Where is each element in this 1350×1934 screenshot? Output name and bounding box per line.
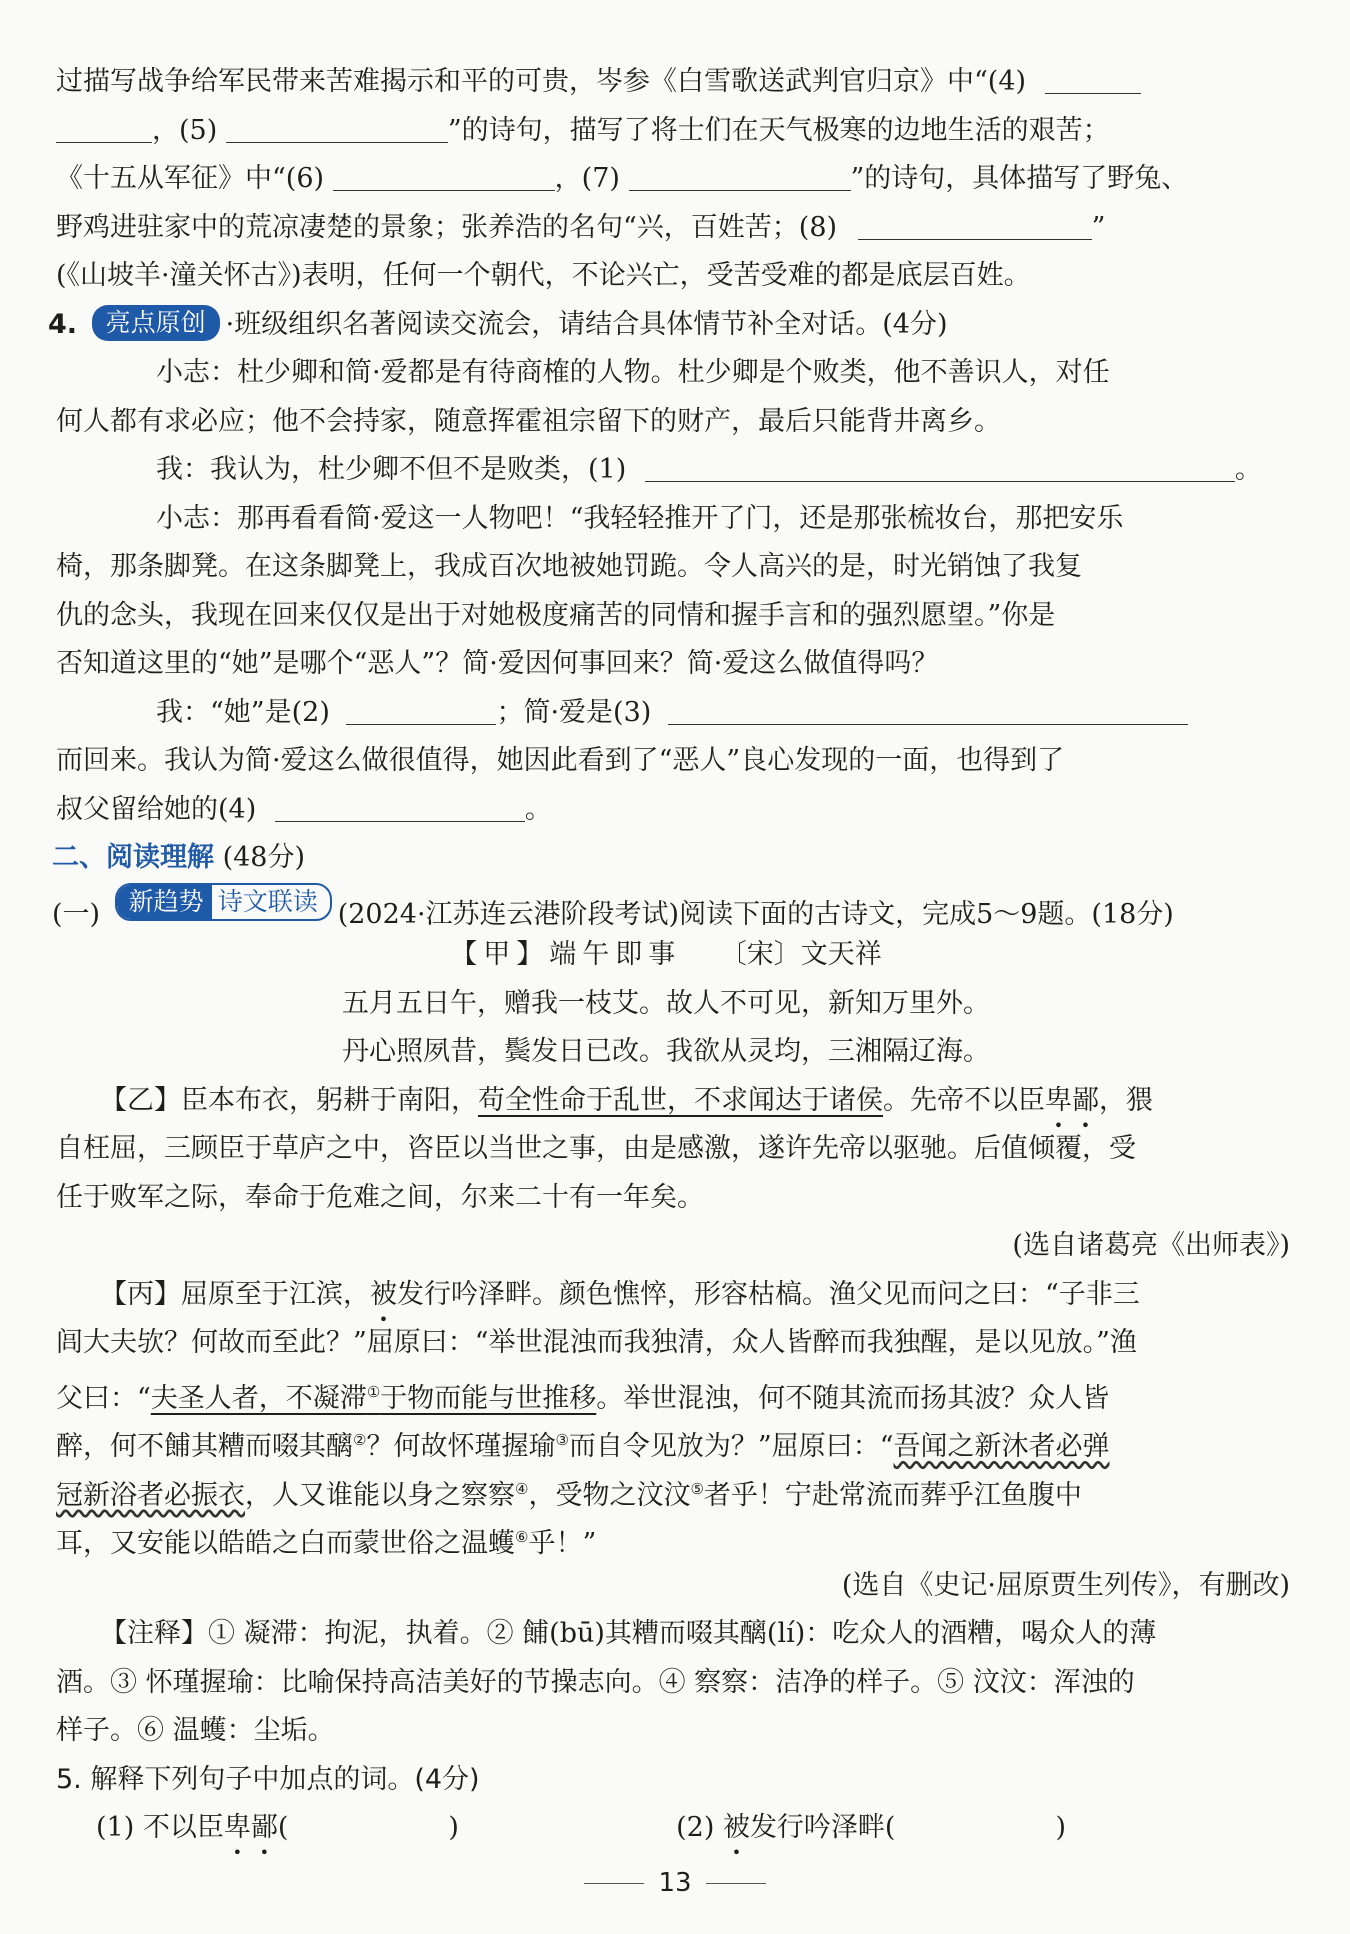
passage-text: 闾大夫欤？何故而至此？”屈原曰：“举世混浊而我独清，众人皆醉而我独醒，是以见放。”渔 xyxy=(56,1327,1137,1358)
original-badge: 亮点原创 xyxy=(92,305,220,341)
q4-line xyxy=(56,737,1276,786)
part-heading xyxy=(52,883,1276,932)
dialogue-text: 我：我认为，杜少卿不但不是败类，(1) xyxy=(156,454,627,485)
answer-blank-q4-4[interactable] xyxy=(275,791,525,822)
dialogue-text: 叔父留给她的(4) xyxy=(56,793,257,825)
poem-verse: 丹心照夙昔，鬓发日已改。我欲从灵均，三湘隔辽海。 xyxy=(342,1036,990,1067)
notes-line xyxy=(56,1707,1276,1756)
q4-line xyxy=(56,495,1276,544)
q3-text: (《山坡羊·潼关怀古》)表明，任何一个朝代，不论兴亡，受苦受难的都是底层百姓。 xyxy=(56,260,1031,291)
q4-line xyxy=(56,446,1276,495)
dotted-word: 卑 xyxy=(1045,1084,1072,1116)
footer-rule xyxy=(584,1883,644,1884)
passage-text: 乎！” xyxy=(528,1528,597,1559)
q4-line xyxy=(56,786,1276,835)
part-label: (一) xyxy=(52,898,101,930)
passage-text: ？何故怀瑾握瑜 xyxy=(366,1431,556,1462)
passage-text: 而自令见放为？”屈原曰：“ xyxy=(568,1431,894,1462)
poem-verse: 五月五日午，赠我一枝艾。故人不可见，新知万里外。 xyxy=(342,987,990,1019)
page-number-footer xyxy=(0,1868,1350,1898)
passage-text: 自枉屈，三顾臣于草庐之中，咨臣以当世之事，由是感激，遂许先帝以驱驰。后值倾覆，受 xyxy=(56,1133,1136,1164)
passage-text: 醉，何不餔其糟而啜其醨 xyxy=(56,1431,353,1462)
underlined-sentence: 苟全性命于乱世，不求闻达于诸侯 xyxy=(478,1084,883,1116)
q3-text: ，(5) xyxy=(152,114,218,146)
passage-text: 发行吟泽畔。颜色憔悴，形容枯槁。渔父见而问之曰：“子非三 xyxy=(397,1278,1140,1310)
poem-line xyxy=(56,1028,1276,1077)
q4-line xyxy=(56,640,1276,689)
dialogue-text: 而回来。我认为简·爱这么做很值得，她因此看到了“恶人”良心发现的一面，也得到了 xyxy=(56,745,1065,776)
yi-line xyxy=(56,1125,1276,1174)
q4-line xyxy=(56,543,1276,592)
q3-line xyxy=(56,107,1276,156)
poem-author: 〔宋〕文天祥 xyxy=(719,939,882,970)
trend-badge xyxy=(115,883,332,921)
answer-blank-4a[interactable] xyxy=(1045,63,1141,94)
bing-line xyxy=(56,1465,1276,1514)
passage-text: 【丙】屈原至于江滨， xyxy=(100,1278,370,1310)
q5-item: ( xyxy=(277,1812,289,1843)
notes-line xyxy=(56,1659,1276,1708)
dotted-word: 被 xyxy=(722,1812,750,1843)
q3-text: ” xyxy=(1091,211,1106,243)
footnote-marker: ⑥ xyxy=(515,1528,529,1546)
poem-line xyxy=(56,980,1276,1029)
q5-item: 发行吟泽畔( xyxy=(749,1812,896,1843)
q4-heading xyxy=(48,301,1276,350)
q3-text: 野鸡进驻家中的荒凉凄楚的景象；张养浩的名句“兴，百姓苦；(8) xyxy=(56,211,838,243)
section-heading xyxy=(52,834,1276,883)
footnote-marker: ④ xyxy=(515,1479,529,1498)
passage-text: ，受物之汶汶 xyxy=(528,1479,691,1511)
dotted-word: 卑 xyxy=(223,1812,251,1843)
dialogue-text: 小志：杜少卿和简·爱都是有待商榷的人物。杜少卿是个败类，他不善识人，对任 xyxy=(156,357,1110,388)
q3-line xyxy=(56,204,1276,253)
q4-line xyxy=(56,349,1276,398)
passage-text: 。先帝不以臣 xyxy=(883,1084,1045,1116)
passage-text: 父曰：“ xyxy=(56,1382,151,1414)
section-title: 二、阅读理解 xyxy=(52,842,214,873)
footnote-marker: ⑤ xyxy=(690,1479,704,1498)
notes-text: 【注释】① 凝滞：拘泥，执着。② 餔(bū)其糟而啜其醨(lí)：吃众人的酒糟，喝众人的薄 xyxy=(100,1618,1157,1649)
question-number: 4. xyxy=(48,308,78,340)
underlined-text: 夫圣人者，不凝滞 xyxy=(150,1382,367,1414)
dialogue-text: 。 xyxy=(524,793,552,825)
answer-blank-q4-3[interactable] xyxy=(668,694,1188,725)
passage-text: 。举世混浊，何不随其流而扬其波？众人皆 xyxy=(596,1382,1110,1414)
source-citation: (选自诸葛亮《出师表》) xyxy=(1012,1230,1290,1261)
q4-line xyxy=(56,592,1276,641)
source-line xyxy=(56,1222,1290,1271)
q5-heading xyxy=(56,1756,1276,1805)
footnote-marker: ① xyxy=(366,1382,381,1401)
bing-line xyxy=(56,1319,1276,1368)
underlined-text: 于物而能与世推移 xyxy=(380,1382,597,1414)
dialogue-text: 小志：那再看看简·爱这一人物吧！“我轻轻推开了门，还是那张梳妆台，那把安乐 xyxy=(156,502,1124,534)
notes-text: 酒。③ 怀瑾握瑜：比喻保持高洁美好的节操志向。④ 察察：洁净的样子。⑤ 汶汶：浑浊的 xyxy=(56,1666,1135,1698)
q3-text: 《十五从军征》中“(6) xyxy=(56,163,325,194)
answer-blank-5[interactable] xyxy=(226,112,448,143)
dotted-word: 被 xyxy=(370,1278,397,1310)
answer-blank-4b[interactable] xyxy=(56,112,152,143)
dialogue-text: 。 xyxy=(1234,454,1262,485)
bing-line xyxy=(56,1513,1276,1562)
q4-line xyxy=(56,689,1276,738)
dialogue-text: 否知道这里的“她”是哪个“恶人”？简·爱因何事回来？简·爱这么做值得吗？ xyxy=(56,648,939,679)
q4-prompt: ·班级组织名著阅读交流会，请结合具体情节补全对话。(4分) xyxy=(225,308,948,340)
bing-line xyxy=(56,1271,1276,1320)
notes-line xyxy=(56,1610,1276,1659)
dialogue-text: 何人都有求必应；他不会持家，随意挥霍祖宗留下的财产，最后只能背井离乡。 xyxy=(56,405,1001,437)
q3-line xyxy=(56,252,1276,301)
poem-title: 【甲】端午即事 xyxy=(450,939,682,970)
dialogue-text: 仇的念头，我现在回来仅仅是出于对她极度痛苦的同情和握手言和的强烈愿望。”你是 xyxy=(56,599,1056,631)
passage-text: 耳，又安能以皓皓之白而蒙世俗之温蠖 xyxy=(56,1528,515,1559)
yi-line xyxy=(56,1174,1276,1223)
wavy-underlined-sentence: 冠新浴者必振衣 xyxy=(56,1479,245,1511)
passage-text: 者乎！宁赴常流而葬乎江鱼腹中 xyxy=(703,1479,1082,1511)
dialogue-text: 我：“她”是(2) xyxy=(156,696,330,728)
trend-badge-subtitle: 诗文联读 xyxy=(217,886,318,916)
source-citation: (选自《史记·屈原贾生列传》，有删改) xyxy=(841,1569,1290,1601)
dialogue-text: ；简·爱是(3) xyxy=(496,696,652,728)
q5-item: ) xyxy=(1055,1812,1067,1843)
q5-item: (2) xyxy=(676,1812,723,1843)
footnote-marker: ② xyxy=(353,1431,367,1449)
q3-text: ”的诗句，描写了将士们在天气极寒的边地生活的艰苦； xyxy=(447,114,1110,146)
dialogue-text: 椅，那条脚凳。在这条脚凳上，我成百次地被她罚跪。令人高兴的是，时光销蚀了我复 xyxy=(56,551,1082,582)
q5-item: ) xyxy=(448,1812,459,1843)
passage-text: ，人又谁能以身之察察 xyxy=(245,1479,515,1511)
answer-blank-q4-2[interactable] xyxy=(346,694,496,725)
q3-text: ，(7) xyxy=(554,163,620,194)
trend-badge-label: 新趋势 xyxy=(117,885,212,919)
part-instructions: (2024·江苏连云港阶段考试)阅读下面的古诗文，完成5～9题。(18分) xyxy=(337,898,1174,930)
dotted-word: 鄙 xyxy=(250,1812,278,1843)
q5-title: 5. 解释下列句子中加点的词。(4分) xyxy=(56,1763,480,1795)
answer-blank-q4-1[interactable] xyxy=(645,451,1235,482)
dotted-word: 鄙 xyxy=(1072,1084,1099,1116)
source-line xyxy=(56,1562,1290,1611)
footnote-marker: ③ xyxy=(555,1431,569,1449)
q5-items xyxy=(56,1804,1276,1853)
poem-title-line xyxy=(56,931,1276,980)
passage-text: ，猥 xyxy=(1099,1084,1153,1116)
q3-line xyxy=(56,58,1276,107)
answer-blank-7[interactable] xyxy=(629,160,851,191)
page-content xyxy=(48,58,1290,1853)
section-score: (48分) xyxy=(222,842,306,873)
q3-line xyxy=(56,155,1276,204)
answer-blank-8[interactable] xyxy=(858,209,1092,240)
q5-item: (1) 不以臣 xyxy=(96,1812,224,1843)
q3-text: 过描写战争给军民带来苦难揭示和平的可贵，岑参《白雪歌送武判官归京》中“(4) xyxy=(56,66,1027,97)
answer-blank-6[interactable] xyxy=(333,160,555,191)
wavy-underlined-sentence: 吾闻之新沐者必弹 xyxy=(893,1431,1110,1462)
bing-line xyxy=(56,1368,1276,1417)
page-number: 13 xyxy=(658,1868,692,1898)
passage-text: 【乙】臣本布衣，躬耕于南阳， xyxy=(100,1084,478,1116)
notes-text: 样子。⑥ 温蠖：尘垢。 xyxy=(56,1715,335,1746)
bing-line xyxy=(56,1416,1276,1465)
footer-rule xyxy=(706,1883,766,1884)
q3-text: ”的诗句，具体描写了野兔、 xyxy=(850,163,1189,194)
yi-line xyxy=(56,1077,1276,1126)
passage-text: 任于败军之际，奉命于危难之间，尔来二十有一年矣。 xyxy=(56,1181,704,1213)
q4-line xyxy=(56,398,1276,447)
underlined-sentence xyxy=(151,1383,596,1414)
